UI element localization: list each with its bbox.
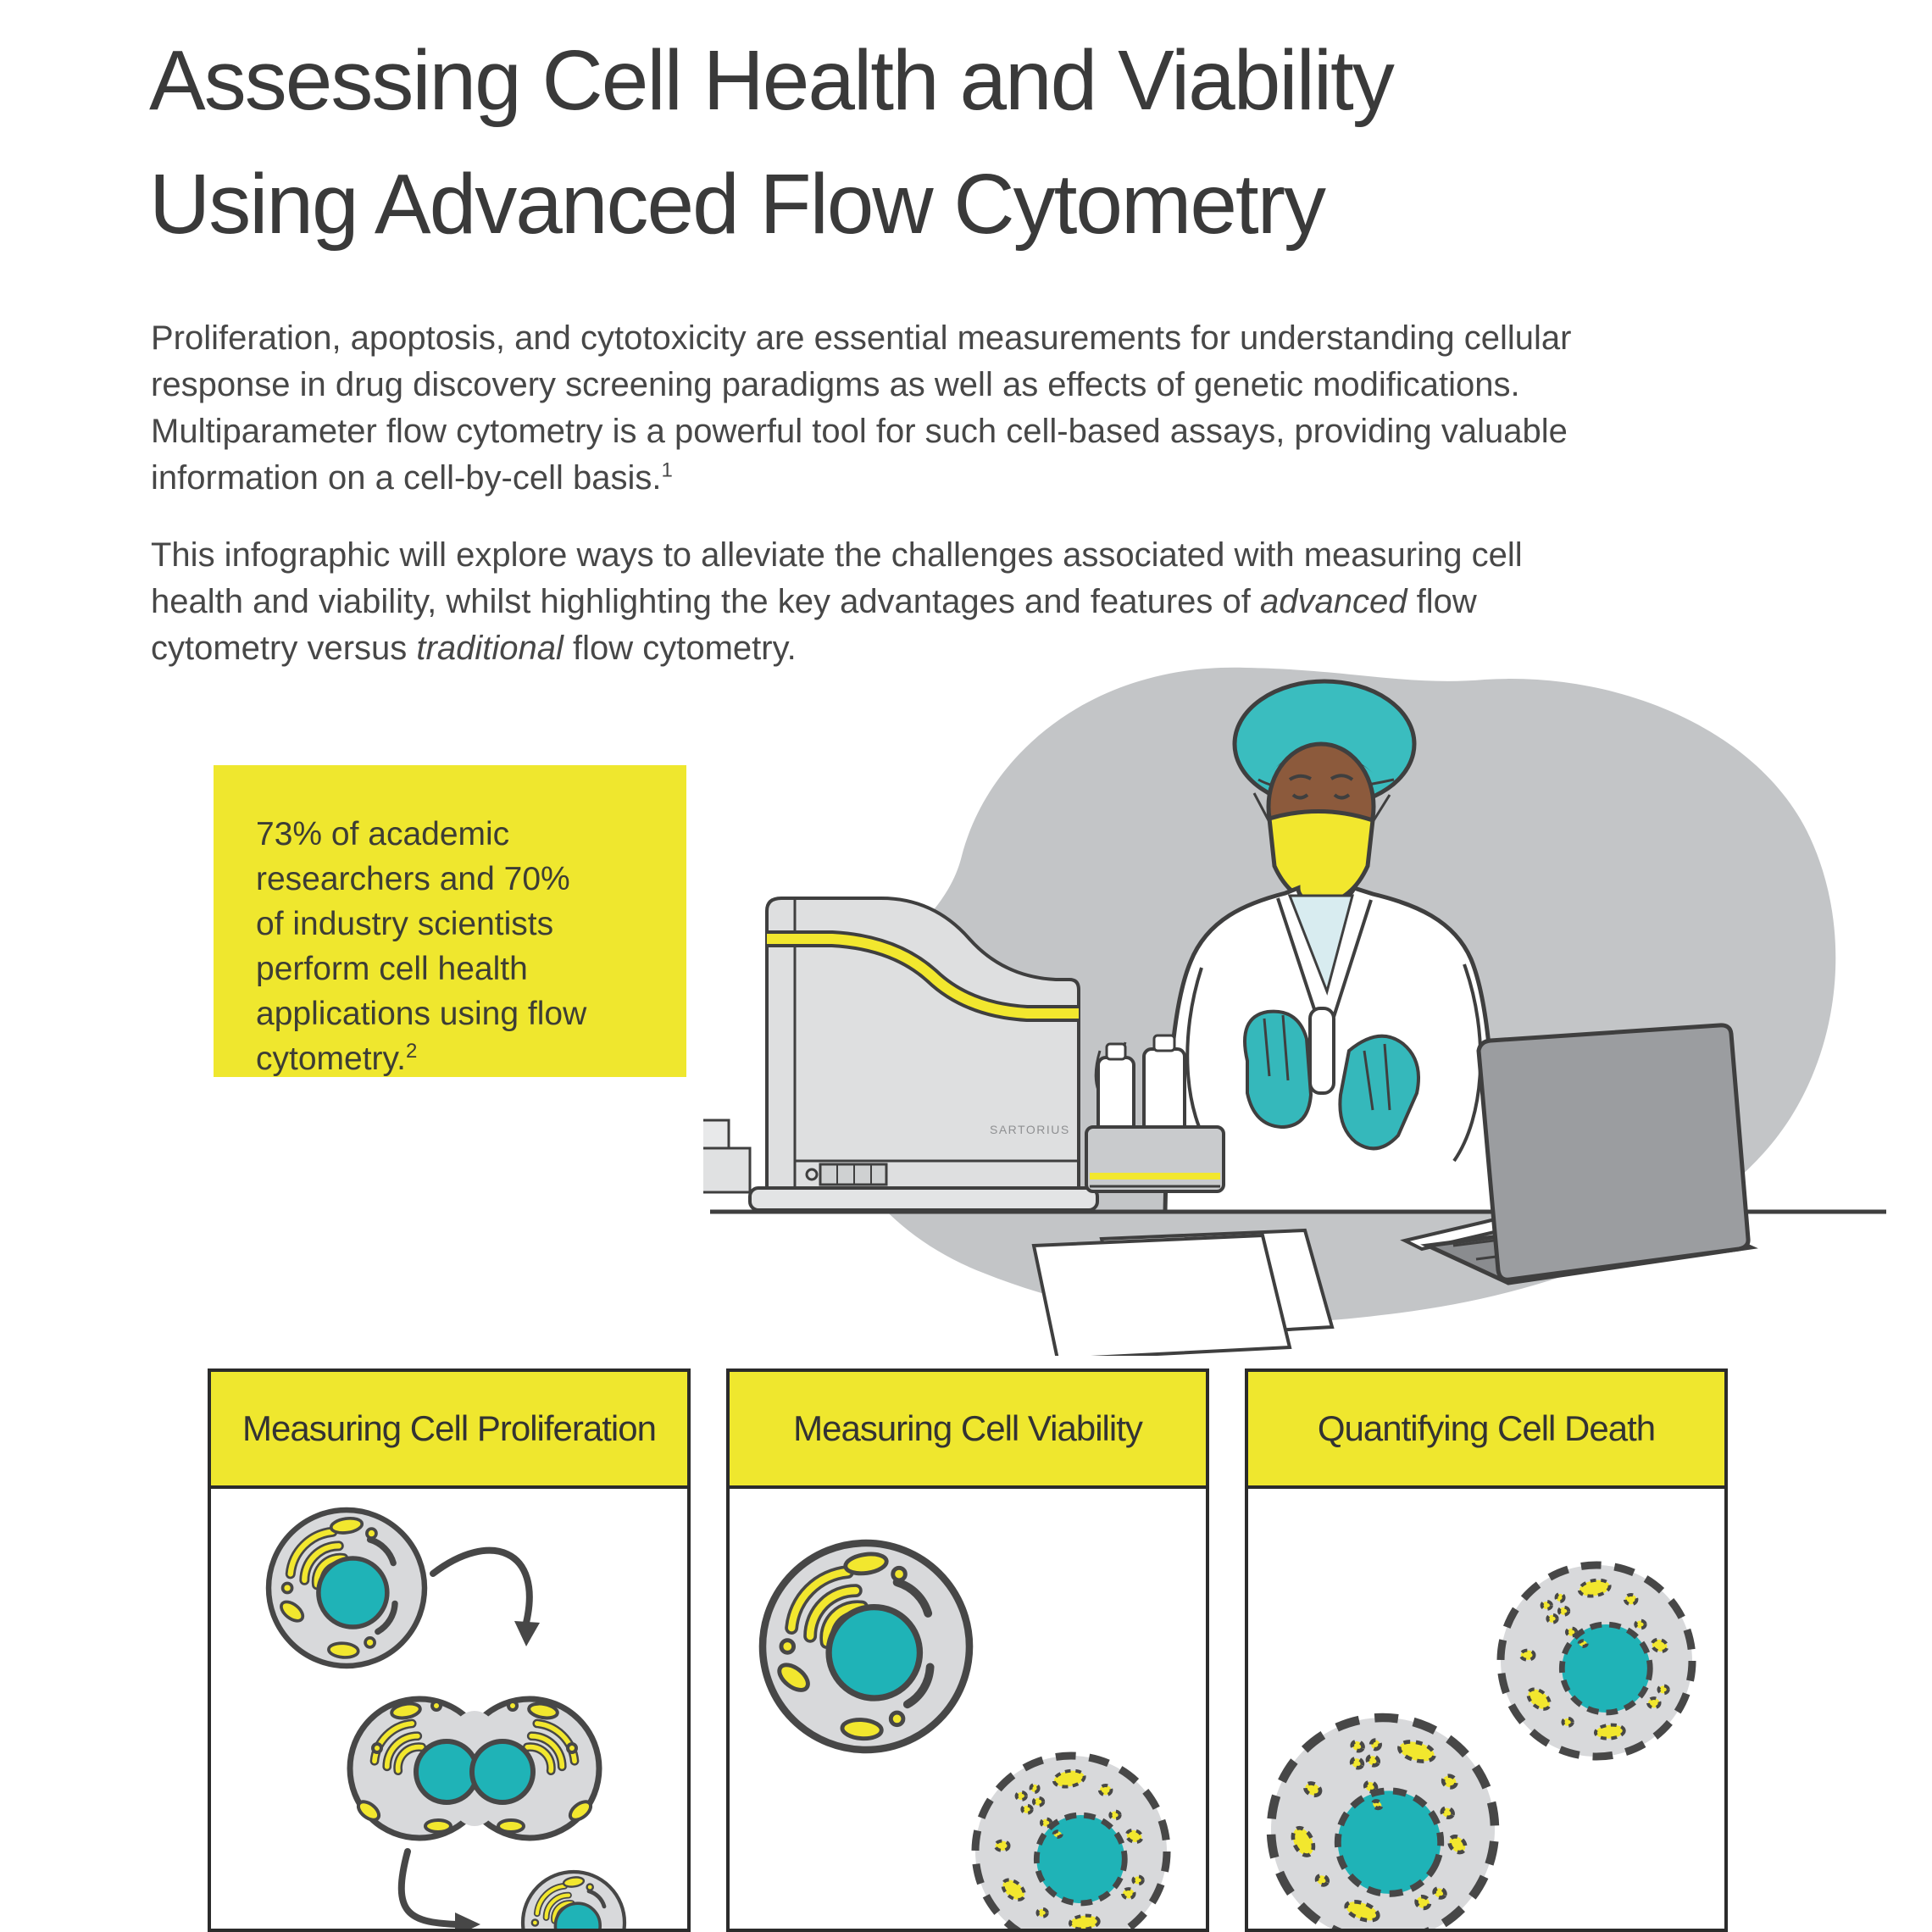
page-title (149, 19, 1393, 266)
panel-cell-death (1245, 1368, 1728, 1932)
glove-left-icon (1245, 1012, 1311, 1127)
papers (1034, 1230, 1332, 1356)
page-title-line2: Using Advanced Flow Cytometry (149, 157, 1325, 252)
reference-superscript-1: 1 (661, 458, 673, 482)
statistic-text: 73% of academic researchers and 70% of industry scientists perform cell health applications using flow cytometry.$^2$ (256, 816, 587, 1077)
intro-paragraph-2: This infographic will explore ways to alleviate the challenges associated with measuring cell health and viability, whilst highlighting the key advantages and features of advanced flow cytometry versus traditional flow cytometry. (151, 536, 1523, 667)
panel-cell-viability (726, 1368, 1209, 1932)
panel-title: Quantifying Cell Death (1317, 1408, 1656, 1448)
sample-tube (1310, 1008, 1334, 1093)
scientist-lab-illustration (703, 652, 1890, 1356)
arrow-right-icon (433, 1551, 540, 1646)
panel-title: Measuring Cell Proliferation (242, 1408, 656, 1448)
daughter-cell-icon (523, 1872, 625, 1929)
panel-body-viability (730, 1489, 1206, 1929)
healthy-cell-icon (763, 1543, 969, 1750)
panel-body-proliferation (211, 1489, 687, 1929)
intro-paragraph-1: Proliferation, apoptosis, and cytotoxicity are essential measurements for understanding cellular response in drug discovery screening paradigms as well as effects of genetic modifications. Multiparameter flow cytometry is a powerful tool for such cell-based assays, providing valuable information on a cell-by-cell basis.$^1$ (151, 319, 1572, 497)
panel-title: Measuring Cell Viability (793, 1408, 1142, 1448)
statistic-callout-box (214, 765, 686, 1077)
reference-superscript-2: 2 (405, 1040, 418, 1063)
panel-cell-proliferation (208, 1368, 691, 1932)
apoptotic-cell-icon (1248, 1681, 1531, 1929)
panel-header-proliferation (211, 1372, 687, 1489)
page-title-line1: Assessing Cell Health and Viability (149, 33, 1393, 128)
panel-body-death (1248, 1489, 1724, 1929)
healthy-cell-icon (269, 1510, 425, 1666)
panel-header-viability (730, 1372, 1206, 1489)
apoptotic-cell-icon (975, 1756, 1167, 1929)
arrow-down-icon (402, 1852, 480, 1929)
machine-brand-label: SARTORIUS (990, 1123, 1070, 1136)
panel-header-death (1248, 1372, 1724, 1489)
apoptotic-cell-icon (1501, 1565, 1692, 1757)
dividing-cell-icon (350, 1699, 599, 1838)
